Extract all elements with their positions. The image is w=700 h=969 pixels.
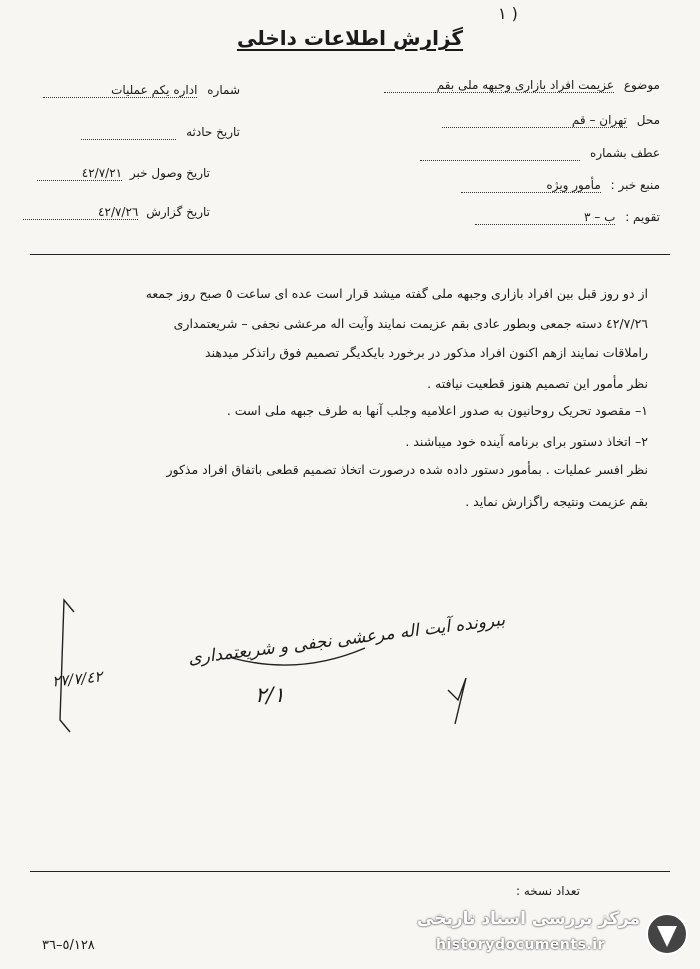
reference-field	[420, 146, 660, 161]
copies-label: تعداد نسخه :	[515, 884, 580, 898]
incident-date-value	[81, 125, 176, 140]
subject-value: عزیمت افراد بازاری وجبهه ملی بقم	[384, 78, 614, 93]
incident-date-label: تاریخ حادثه	[186, 125, 240, 139]
body-line-5: ١– مقصود تحریک روحانیون به صدور اعلامیه وجلب آنها به طرف جبهه ملی است .	[226, 403, 648, 418]
watermark-logo-icon	[644, 909, 690, 959]
subject-field	[384, 78, 660, 93]
source-label: منبع خبر :	[610, 178, 660, 192]
body-line-4: نظر مأمور این تصمیم هنوز قطعیت نیافته .	[427, 376, 648, 391]
number-label: شماره	[207, 83, 240, 97]
report-date-label: تاریخ گزارش	[146, 205, 210, 219]
body-line-7: نظر افسر عملیات . بمأمور دستور داده شده درصورت اتخاذ تصمیم قطعی باتفاق افراد مذکور	[166, 462, 648, 477]
handwritten-date: ٢٧/٧/٤٢	[51, 667, 104, 691]
receipt-date-label: تاریخ وصول خبر	[129, 166, 210, 180]
number-value: اداره یکم عملیات	[43, 83, 197, 98]
handwritten-note: ببرونده آیت اله مرعشی نجفی و شریعتمداری	[187, 610, 507, 669]
reference-label: عطف بشماره	[590, 146, 660, 160]
footer-divider	[30, 871, 670, 872]
left-bracket-stroke	[60, 600, 74, 732]
rating-field	[475, 210, 660, 225]
body-line-6: ٢– اتخاذ دستور برای برنامه آینده خود میباشند .	[405, 434, 648, 449]
reference-value	[420, 146, 580, 161]
subject-label: موضوع	[623, 78, 660, 92]
watermark-text: مرکز بررسی اسناد تاریخی	[417, 909, 640, 929]
receipt-date-value: ٤٢/٧/٢١	[37, 166, 122, 181]
body-line-2: ٤٢/٧/٢٦ دسته جمعی وبطور عادی بقم عزیمت نمایند وآیت اله مرعشی نجفی – شریعتمداری	[173, 316, 648, 331]
number-field	[43, 83, 240, 98]
document-number: ٥/١٢٨–٣٦	[42, 938, 95, 953]
watermark-url: historydocuments.ir	[436, 937, 605, 953]
incident-date-field	[81, 125, 240, 140]
report-date-value: ٤٢/٧/٢٦	[23, 205, 138, 220]
body-line-1: از دو روز قبل بین افراد بازاری وجبهه ملی گفته میشد قرار است عده ای ساعت ٥ صبح روز جمعه	[145, 286, 648, 301]
handwritten-code: ٢/١	[255, 683, 285, 707]
source-value: مأمور ویژه	[461, 178, 601, 193]
rating-label: تقویم :	[625, 210, 660, 224]
page-mark: ( ١	[498, 4, 518, 23]
body-line-3: راملاقات نمایند ازهم اکنون افراد مذکور در برخورد بایکدیگر تصمیم فوق راتذکر میدهند	[205, 345, 648, 360]
receipt-date-field	[37, 166, 210, 181]
watermark	[412, 905, 694, 963]
header-divider	[30, 254, 670, 255]
place-field	[442, 113, 660, 128]
body-line-8: بقم عزیمت ونتیجه راگزارش نماید .	[465, 494, 648, 509]
place-value: تهران – قم	[442, 113, 627, 128]
report-date-field	[23, 205, 210, 220]
place-label: محل	[636, 113, 660, 127]
page-title: گزارش اطلاعات داخلی	[236, 26, 464, 50]
rating-value: ب – ٣	[475, 210, 615, 225]
mark-stroke	[448, 678, 466, 724]
source-field	[461, 178, 660, 193]
